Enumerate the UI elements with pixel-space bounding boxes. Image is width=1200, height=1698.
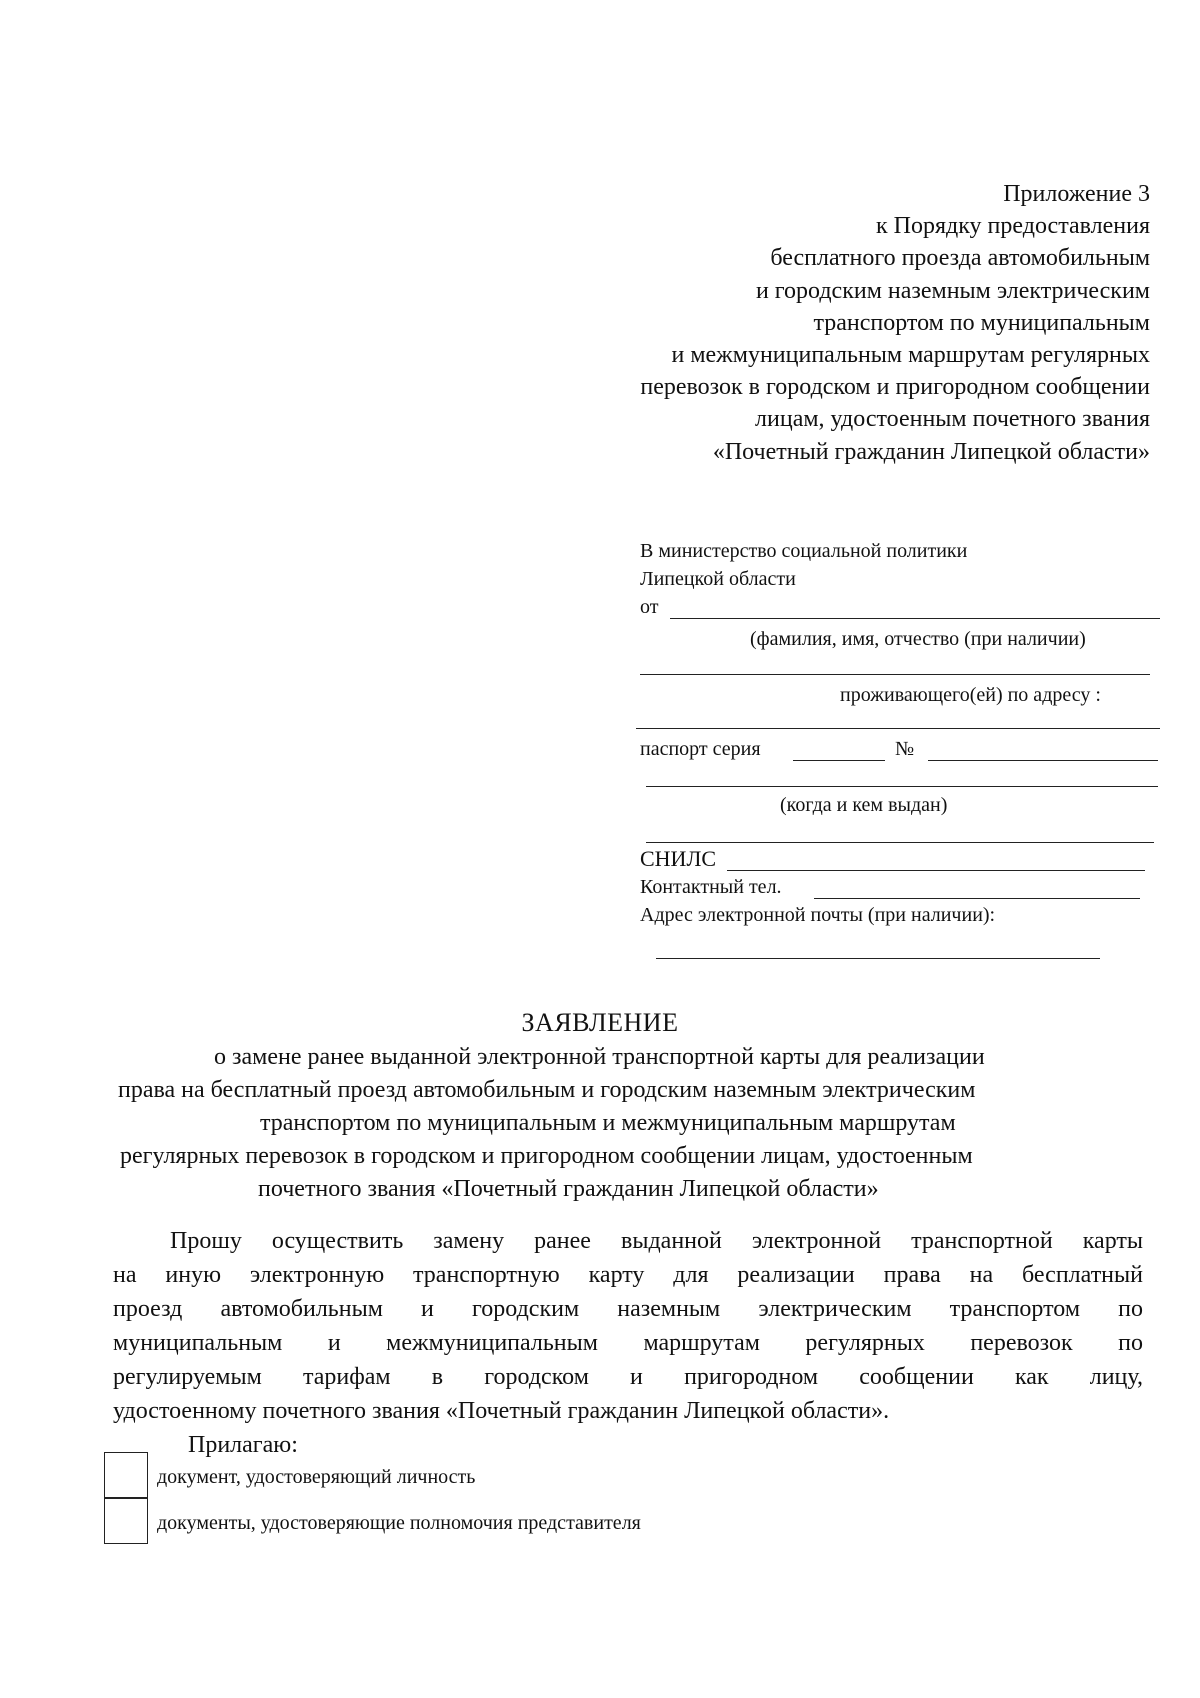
- appendix-line: перевозок в городском и пригородном сообщении: [640, 374, 1150, 401]
- appendix-line: и межмуниципальным маршрутам регулярных: [671, 342, 1150, 369]
- addressee-ministry: В министерство социальной политики: [640, 540, 968, 562]
- attachment-label: документы, удостоверяющие полномочия представителя: [157, 1512, 641, 1534]
- body-line: регулируемым тарифам в городском и пригородном сообщении как лицу,: [113, 1364, 1143, 1390]
- subtitle-line: о замене ранее выданной электронной транспортной карты для реализации: [214, 1044, 985, 1070]
- attachment-label: документ, удостоверяющий личность: [157, 1466, 476, 1488]
- body-line: проезд автомобильным и городским наземным электрическим транспортом по: [113, 1296, 1143, 1322]
- passport-issued-field-continued[interactable]: [646, 842, 1154, 843]
- appendix-line: Приложение 3: [1003, 181, 1150, 207]
- passport-number-label: №: [895, 738, 915, 760]
- address-hint: проживающего(ей) по адресу :: [840, 684, 1101, 706]
- body-line: муниципальным и межмуниципальным маршрутам регулярных перевозок по: [113, 1330, 1143, 1356]
- appendix-line: бесплатного проезда автомобильным: [770, 245, 1150, 272]
- phone-field[interactable]: [814, 898, 1140, 899]
- passport-series-label: паспорт серия: [640, 738, 761, 760]
- issued-hint: (когда и кем выдан): [780, 794, 948, 816]
- attach-label: Прилагаю:: [188, 1432, 298, 1458]
- subtitle-line: регулярных перевозок в городском и пригородном сообщении лицам, удостоенным: [120, 1143, 973, 1169]
- snils-field[interactable]: [727, 870, 1145, 871]
- appendix-line: «Почетный гражданин Липецкой области»: [712, 438, 1150, 465]
- subtitle-line: права на бесплатный проезд автомобильным и городским наземным электрическим: [118, 1077, 976, 1103]
- fio-field[interactable]: [670, 618, 1160, 619]
- passport-issued-field[interactable]: [646, 786, 1158, 787]
- representative-documents-checkbox[interactable]: [104, 1498, 148, 1544]
- fio-hint: (фамилия, имя, отчество (при наличии): [750, 628, 1086, 650]
- appendix-line: лицам, удостоенным почетного звания: [755, 406, 1150, 433]
- email-label: Адрес электронной почты (при наличии):: [640, 904, 996, 926]
- snils-label: СНИЛС: [640, 846, 717, 871]
- addressee-region: Липецкой области: [640, 568, 796, 590]
- email-field[interactable]: [656, 958, 1100, 959]
- from-label: от: [640, 596, 659, 618]
- fio-field-continued[interactable]: [640, 674, 1150, 675]
- document-title: ЗАЯВЛЕНИЕ: [521, 1008, 679, 1037]
- address-field[interactable]: [636, 728, 1160, 729]
- appendix-line: транспортом по муниципальным: [813, 309, 1150, 336]
- appendix-line: к Порядку предоставления: [875, 213, 1150, 240]
- body-line: Прошу осуществить замену ранее выданной электронной транспортной карты: [170, 1228, 1143, 1254]
- body-line: удостоенному почетного звания «Почетный гражданин Липецкой области».: [113, 1398, 890, 1424]
- subtitle-line: почетного звания «Почетный гражданин Липецкой области»: [258, 1176, 879, 1202]
- body-line: на иную электронную транспортную карту для реализации права на бесплатный: [113, 1262, 1143, 1288]
- phone-label: Контактный тел.: [640, 876, 782, 898]
- passport-number-field[interactable]: [928, 760, 1158, 761]
- appendix-header: [450, 178, 1150, 468]
- passport-series-field[interactable]: [793, 760, 885, 761]
- appendix-line: и городским наземным электрическим: [755, 277, 1150, 304]
- subtitle-line: транспортом по муниципальным и межмуниципальным маршрутам: [260, 1110, 956, 1136]
- identity-document-checkbox[interactable]: [104, 1452, 148, 1498]
